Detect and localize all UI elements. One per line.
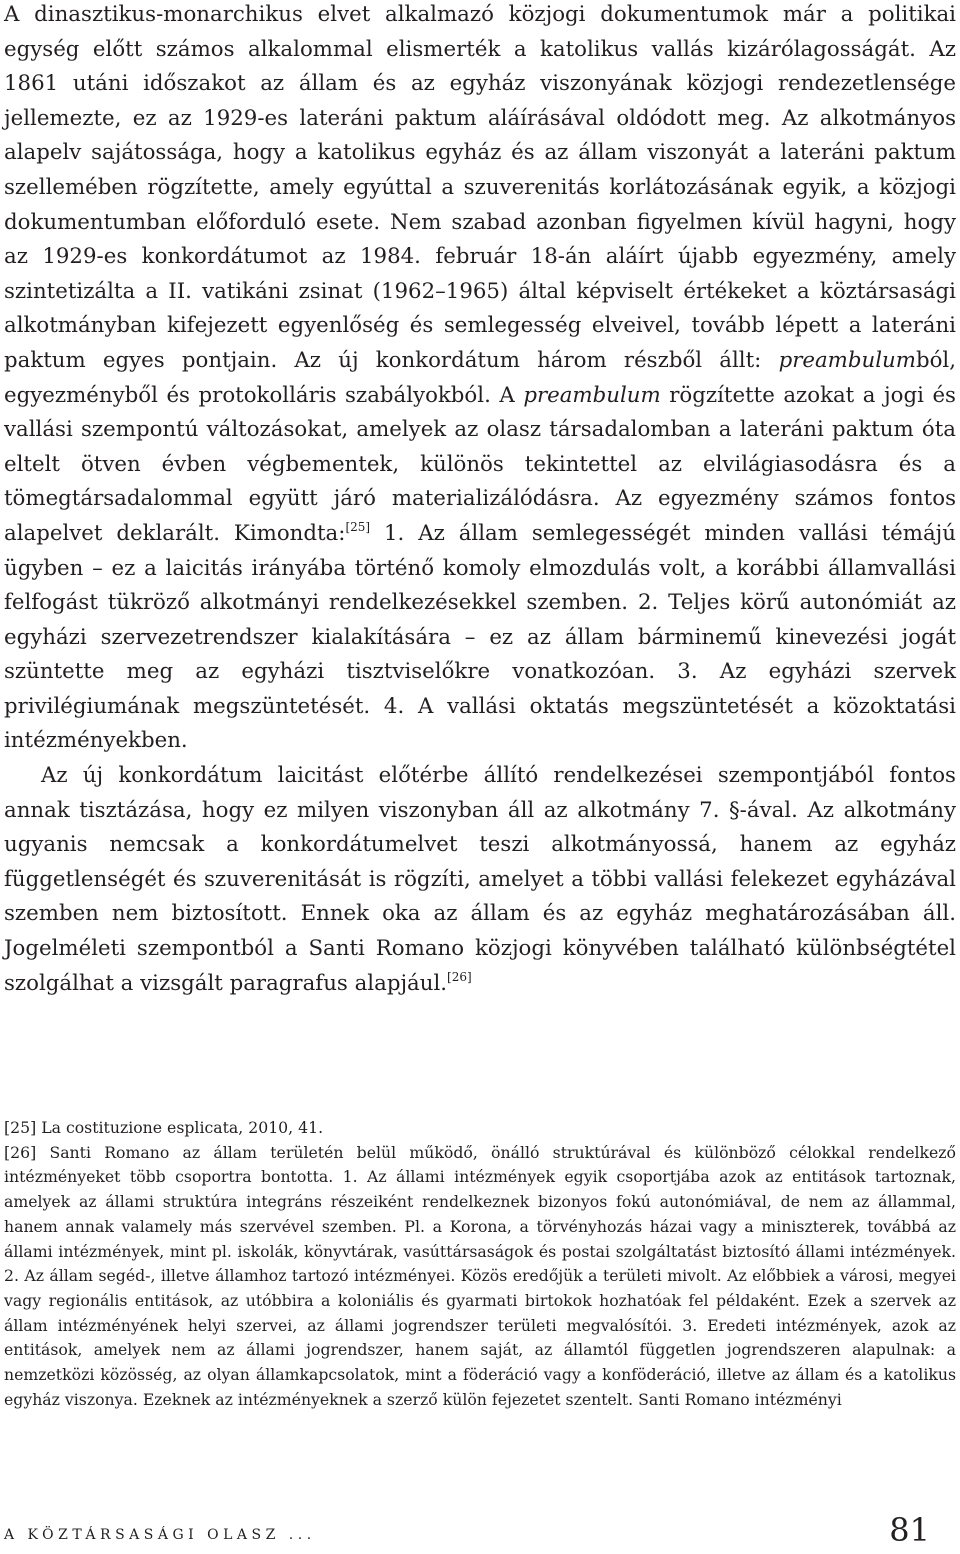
- paragraph-2: [4, 759, 956, 1001]
- running-title: A KÖZTÁRSASÁGI OLASZ ...: [4, 1527, 316, 1543]
- footnotes: [4, 1116, 956, 1412]
- page-number: 81: [889, 1511, 930, 1549]
- main-text: [4, 0, 956, 1001]
- footnote-25: [25] La costituzione esplicata, 2010, 41.: [4, 1118, 324, 1137]
- italic-term: preambulum: [778, 347, 916, 373]
- paragraph-text: rögzítette azokat a jogi és vallási szempontú változásokat, amelyek az olasz társadalomban a lateráni paktum óta eltelt ötven évben végbementek, különös tekintettel az elvilágiasodásra és a tömegtársadalommal együtt járó materializálódásra. Az egyezmény számos fontos alapelvet deklarált. Kimondta:: [4, 382, 956, 546]
- footnote-26: [26] Santi Romano az állam területén belül működő, önálló struktúrával és különböző célokkal rendelkező intézményeket több csoportra bontotta. 1. Az állami intézmények egyik csoportjába azok az entitások tartoznak, amelyek az állami struktúra integráns részeiként rendelkeznek bizonyos fokú autonómiával, de nem az állammal, hanem annak valamely más szervével szemben. Pl. a Korona, a törvényhozás házai vagy a miniszterek, továbbá az állami intézmények, mint pl. iskolák, könyvtárak, vasúttársaságok és postai szolgáltatást biztosító állami intézmények. 2. Az állam segéd-, illetve államhoz tartozó intézményei. Közös eredőjük a területi mivolt. Az előbbiek a városi, megyei vagy regionális entitások, az utóbbira a koloniális és gyarmati birtokok hozhatóak fel példaként. Ezek a szervek az állam intézményének helyi szervei, az állami jogrendszer területi megvalósítói. 3. Eredeti intézmények, azok az entitások, amelyek nem az állami jogrendszer, hanem saját, az államtól független jogrendszeren alapulnak: a nemzetközi közösség, az olyan államkapcsolatok, mint a föderáció vagy a konföderáció, illetve az állam és a katolikus egyház viszonya. Ezeknek az intézményeknek a szerző külön fejezetet szentelt. Santi Romano intézményi: [4, 1142, 956, 1409]
- paragraph-text: ból, egyezményből és protokolláris szabályokból. A: [4, 347, 956, 408]
- footnote-reference[interactable]: [26]: [447, 969, 472, 984]
- paragraph-text: 1. Az állam semlegességét minden vallási témájú ügyben – ez a laicitás irányába történő komoly elmozdulás volt, a korábbi államvallási felfogást tükröző alkotmányi rendelkezésekkel szemben. 2. Teljes körű autonómiát az egyházi szervezetrendszer kialakítására – ez az állam bárminemű kinevezési jogát szüntette meg az egyházi tisztviselőkre vonatkozóan. 3. Az egyházi szervek privilégiumának megszüntetését. 4. A vallási oktatás megszüntetését a közoktatási intézményekben.: [4, 520, 956, 754]
- italic-term: preambulum: [523, 382, 661, 408]
- footnote-reference[interactable]: [25]: [345, 519, 371, 534]
- paragraph-text: Az új konkordátum laicitást előtérbe állító rendelkezései szempontjából fontos annak tisztázása, hogy ez milyen viszonyban áll az alkotmány 7. §-ával. Az alkotmány ugyanis nemcsak a konkordátumelvet teszi alkotmányossá, hanem az egyház függetlenségét és szuverenitását is rögzíti, amelyet a többi vallási felekezet egyházával szemben nem biztosított. Ennek oka az állam és az egyház meghatározásában áll. Jogelméleti szempontból a Santi Romano közjogi könyvében található különbségtétel szolgálhat a vizsgált paragrafus alapjául.: [4, 763, 956, 996]
- paragraph-1: [4, 0, 956, 759]
- paragraph-text: A dinasztikus-monarchikus elvet alkalmazó közjogi dokumentumok már a politikai egység előtt számos alkalommal elismerték a katolikus vallás kizárólagosságát. Az 1861 utáni időszakot az állam és az egyház viszonyának közjogi rendezetlensége jellemezte, ez az 1929-es lateráni paktum aláírásával oldódott meg. Az alkotmányos alapelv sajátossága, hogy a katolikus egyház és az állam viszonyát a lateráni paktum szellemében rögzítette, amely egyúttal a szuverenitás korlátozásának egyik, a közjogi dokumentumban előforduló esete. Nem szabad azonban figyelmen kívül hagyni, hogy az 1929-es konkordátumot az 1984. február 18-án aláírt újabb egyezmény, amely szintetizálta a II. vatikáni zsinat (1962–1965) által képviselt értékeket a köztársasági alkotmányban kifejezett egyenlőség és semlegesség elveivel, tovább lépett a lateráni paktum egyes pontjain. Az új konkordátum három részből állt:: [4, 2, 956, 373]
